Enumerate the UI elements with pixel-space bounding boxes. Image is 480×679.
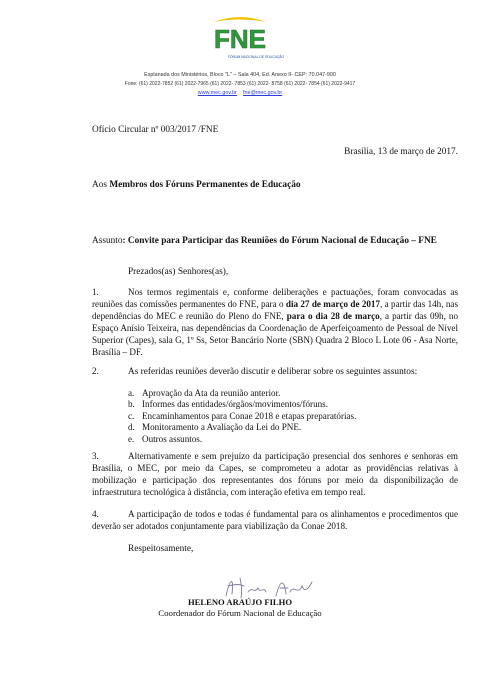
recipient-prefix: Aos (92, 180, 110, 190)
paragraph-3-number: 3. (92, 451, 99, 461)
agenda-item-letter: c. (128, 410, 135, 421)
header-links (0, 90, 480, 96)
place-date: Brasília, 13 de março de 2017. (344, 147, 458, 157)
agenda-item (128, 399, 356, 410)
recipient-line (92, 179, 301, 191)
subject-prefix: Assunto (92, 236, 123, 246)
agenda-item (128, 422, 356, 433)
signer-name: HELENO ARAÚJO FILHO (187, 597, 293, 607)
agenda-item (128, 388, 356, 399)
logo-yellow-swoosh (214, 17, 266, 22)
paragraph-1 (92, 287, 458, 358)
agenda-item-text: Outros assuntos. (142, 433, 203, 444)
header-address: Esplanada dos Ministérios, Bloco "L" – Sala 404, Ed. Anexo II- CEP: 70.047-900 (144, 72, 336, 78)
p1-date-27: dia 27 de março de 2017 (285, 298, 381, 309)
fne-logo (204, 14, 285, 62)
paragraph-4 (92, 509, 458, 533)
link-separator (238, 90, 241, 96)
subject-text: : Convite para Participar das Reuniões do Fórum Nacional de Educação – FNE (122, 236, 437, 246)
letter-reference: Ofício Circular nº 003/2017 /FNE (92, 125, 219, 135)
paragraph-2: As referidas reuniões deverão discutir e deliberar sobre os seguintes assuntos: (128, 367, 418, 377)
subject-line (92, 235, 437, 247)
logo-text: FNE (214, 24, 266, 54)
site-link[interactable]: www.mec.gov.br (197, 90, 237, 96)
p1-text-e: , a partir das 09h, no Espaço Anísio Teixeira, nas dependências da Coordenação de Aperfeiçoamento de Pessoal de Nível Superior (Capes), sala G, 1º Ss, Setor Bancário Norte (SBN) Quadra 2 Bloco L Lote 06 - Asa Norte, Brasília – DF. (92, 310, 458, 357)
p3-text: Alternativamente e sem prejuízo da participação presencial dos senhores e senhoras em Brasília, o MEC, por meio da Capes, se comprometeu a adotar as providências relativas à mobilização e participação dos representantes dos fóruns por meio da disponibilização de infraestrutura tecnológica à distância, com interação efetiva em tempo real. (92, 451, 458, 497)
salutation: Prezados(as) Senhores(as), (128, 267, 229, 277)
agenda-item-text: Encaminhamentos para Conae 2018 e etapas preparatórias. (142, 410, 357, 421)
agenda-item-letter: d. (128, 422, 135, 433)
p1-text-a: Nos termos regimentais e, conforme deliberações e pactuações, foram convocadas as reuniões das comissões permanentes do FNE, para o (92, 287, 458, 309)
p1-date-28: para o dia 28 de março (286, 310, 380, 321)
recipient-name: Membros dos Fóruns Permanentes de Educação (109, 180, 301, 190)
email-link[interactable]: fne@mec.gov.br (242, 90, 283, 96)
p4-text: A participação de todos e todas é fundamental para os alinhamentos e procedimentos que deverão ser adotados conjuntamente para viabilização da Conae 2018. (92, 509, 458, 531)
agenda-item-letter: b. (128, 399, 135, 410)
agenda-item-text: Informes das entidades/órgãos/movimentos/fóruns. (142, 399, 328, 410)
paragraph-1-number: 1. (92, 287, 99, 297)
agenda-item-text: Aprovação da Ata da reunião anterior. (142, 388, 281, 398)
logo-subtext: FÓRUM NACIONAL DE EDUCAÇÃO (227, 55, 285, 59)
svg-text:Heleno Araújo: Heleno Araújo (218, 572, 224, 573)
closing: Respeitosamente, (128, 544, 194, 554)
agenda-item-letter: e. (128, 433, 135, 444)
paragraph-4-number: 4. (92, 509, 99, 519)
agenda-item (128, 434, 356, 445)
paragraph-2-number: 2. (92, 366, 99, 376)
p1-text-c: , a partir das 14h, nas dependências do MEC e reunião do Pleno do FNE, (92, 298, 458, 321)
agenda-item-text: Monitoramento a Avaliação da Lei do PNE. (142, 422, 302, 433)
signer-role: Coordenador do Fórum Nacional de Educação (158, 608, 322, 618)
paragraph-3 (92, 451, 458, 499)
agenda-list (128, 388, 356, 445)
agenda-item (128, 411, 356, 422)
header-phones: Fone: (61) 2022-7852 (61) 2022-7965 (61) 2022- 7853 (61) 2022- 8758 (61) 2022- 7854 (61) 2022-9417 (124, 81, 356, 87)
agenda-item-letter: a. (128, 388, 135, 398)
